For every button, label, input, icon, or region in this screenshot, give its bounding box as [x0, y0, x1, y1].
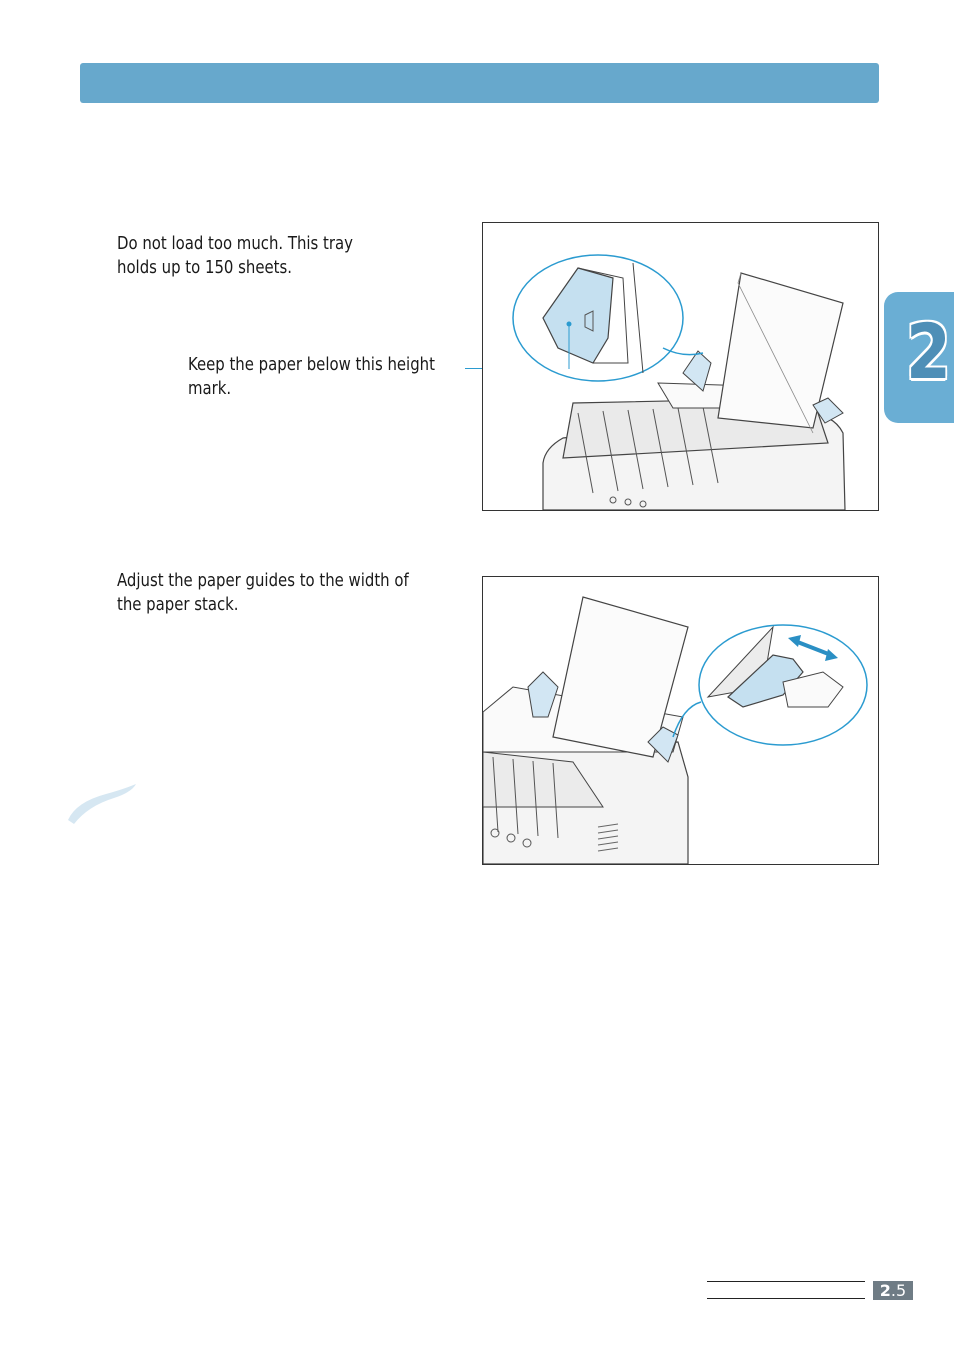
header-bar — [80, 63, 879, 103]
instruction-2-line-1: Adjust the paper guides to the width of — [117, 570, 409, 591]
footer-rule-bottom — [707, 1298, 865, 1299]
page-number-badge — [873, 1281, 913, 1300]
instruction-1-line-2: holds up to 150 sheets. — [117, 257, 293, 278]
callout-line-1: Keep the paper below this height — [188, 354, 435, 375]
decorative-brush-stroke — [66, 780, 140, 826]
page-separator: . — [890, 1281, 897, 1300]
chapter-number: 2 — [906, 307, 951, 396]
callout-label — [188, 353, 435, 401]
page-number: 5 — [896, 1281, 907, 1300]
chapter-tab — [884, 292, 954, 423]
page-chapter: 2 — [879, 1281, 891, 1300]
instruction-1-line-1: Do not load too much. This tray — [117, 233, 353, 254]
footer-rule-top — [707, 1281, 865, 1282]
callout-line-2: mark. — [188, 378, 232, 399]
instruction-text-1 — [117, 232, 353, 280]
figure-paper-guides — [482, 576, 879, 865]
printer-paper-guide-illustration — [483, 577, 878, 864]
figure-paper-height — [482, 222, 879, 511]
printer-paper-height-illustration — [483, 223, 878, 510]
instruction-2-line-2: the paper stack. — [117, 594, 239, 615]
instruction-text-2 — [117, 569, 409, 617]
